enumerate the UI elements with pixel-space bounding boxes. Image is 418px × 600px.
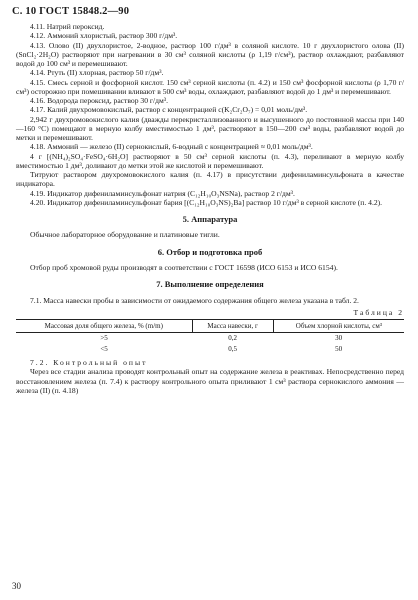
table-cell: 0,2 [228,334,238,343]
table-2 [16,319,404,354]
paragraph-7-2-heading: 7.2. Контрольный опыт [30,358,148,368]
section-6-heading: 6. Отбор и подготовка проб [157,246,263,257]
paragraph-4-16: 4.16. Водорода пероксид, раствор 30 г/дм³. [30,96,168,105]
page-header: С. 10 ГОСТ 15848.2—90 [12,6,130,17]
paragraph-control-test: Через все стадии анализа проводят контрольный опыт на содержание железа в реактивах. Непосредственно перед восстановлением железа (п. 7.4) к раствору контрольного опыта приливают 1 см³ раствора сернокислого аммония — железа (II) (п. 4.18) [16,367,404,395]
paragraph-4-17-body: 2,942 г двухромовокислого калия (дважды перекристаллизованного и высушенного до постоянной массы при 140—160 °С) помещают в мерную колбу вместимостью 1 дм³, растворяют в 150—200 см³ воды, разбавляют водой до метки и перемешивают. [16,114,404,142]
paragraph-7-1: 7.1. Масса навески пробы в зависимости от ожидаемого содержания общего железа указана в табл. 2. [30,295,359,305]
document-body [16,22,404,395]
page-number: 30 [12,581,21,592]
table-header-iron-fraction: Массовая доля общего железа, % (m/m) [16,320,192,333]
paragraph-4-18-body: 4 г [(NH₄)₂SO₄·FeSO₄·6H₂O] растворяют в 50 см³ серной кислоты (п. 4.3), переливают в мерную колбу вместимостью 1 дм³, доливают до метки этой же кислотой и перемешивают. [16,151,404,170]
paragraph-4-17: 4.17. Калий двухромовокислый, раствор с концентрацией c(K₂Cr₂O₇) = 0,01 моль/дм³. [30,105,308,115]
paragraph-sampling: Отбор проб хромовой руды производят в соответствии с ГОСТ 16598 (ИСО 6153 и ИСО 6154). [30,262,338,272]
table-row [16,344,404,355]
section-7-heading: 7. Выполнение определения [156,279,264,290]
table-cell: 50 [335,344,343,353]
paragraph-4-18: 4.18. Аммоний — железо (II) сернокислый, 6-водный с концентрацией ≈ 0,01 моль/дм³. [30,142,313,152]
table-header-sample-mass: Масса навески, г [192,320,273,333]
paragraph-4-14: 4.14. Ртуть (II) хлорная, раствор 50 г/дм³. [30,68,164,78]
paragraph-4-20: 4.20. Индикатор дифениламинсульфонат бария [(C₁₂H₁₀O₃NS)₂Ba] раствор 10 г/дм³ в серной кислоте (п. 4.2). [30,197,383,207]
table-cell: 0,5 [228,344,238,353]
section-5-heading: 5. Аппаратура [182,214,238,224]
paragraph-titration: Титруют раствором двухромовокислого калия (п. 4.17) в присутствии дифениламинсульфоната в качестве индикатора. [16,170,404,189]
paragraph-apparatus: Обычное лабораторное оборудование и платиновые тигли. [30,230,220,240]
table-header-acid-volume: Объем хлорной кислоты, см³ [273,320,404,333]
table-caption: Таблица 2 [353,307,404,317]
paragraph-4-19: 4.19. Индикатор дифениламинсульфонат натрия (C₁₂H₁₀O₃NSNa), раствор 2 г/дм³. [30,188,295,198]
paragraph-4-15: 4.15. Смесь серной и фосфорной кислот. 150 см³ серной кислоты (п. 4.2) и 150 см³ фосфорной кислоты (ρ 1,70 г/см³) осторожно при помешивании вливают в 500 см³ воды, охлаждают, разбавляют водой до 1 дм³ и перемешивают. [16,77,404,96]
table-row [16,333,404,344]
table-cell: >5 [100,334,108,343]
paragraph-4-11: 4.11. Натрий пероксид. [30,22,105,31]
table-cell: 30 [335,334,343,343]
table-cell: <5 [100,344,108,353]
paragraph-4-12: 4.12. Аммоний хлористый, раствор 300 г/дм³. [30,31,178,41]
paragraph-4-13: 4.13. Олово (II) двухлористое, 2-водное, раствор 100 г/дм³ в соляной кислоте. 10 г двухлористого олова (II) (SnCl₂·2H₂O) растворяют при нагревании в 30 см³ соляной кислоты (ρ 1,19 г/см³), раствор охлаждают, разбавляют водой до 100 см³ и перемешивают. [16,40,404,68]
